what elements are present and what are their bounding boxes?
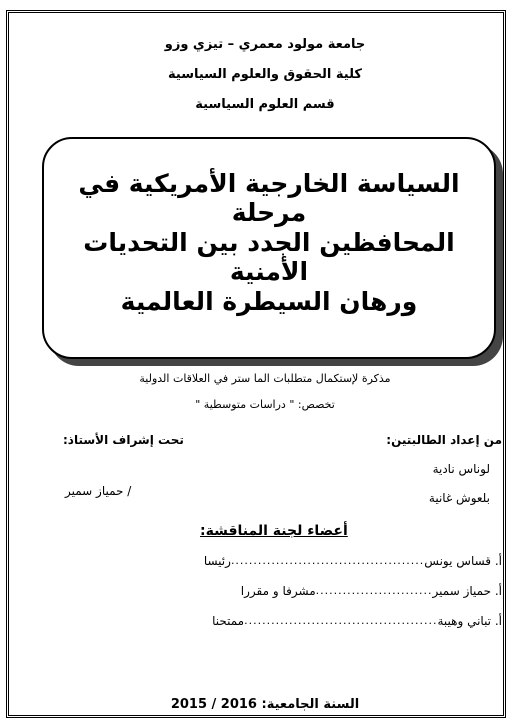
student-name-2: بلعوش غانية xyxy=(428,491,490,505)
committee-title: أعضاء لجنة المناقشة: xyxy=(200,523,348,539)
department-name: قسم العلوم السياسية xyxy=(195,97,335,112)
memo-specialty: تخصص: " دراسات متوسطية " xyxy=(195,398,335,411)
committee-row-1 xyxy=(32,554,502,568)
committee-member-name: أ. حمياز سمير xyxy=(432,584,502,598)
student-name-1: لوناس نادية xyxy=(432,462,490,476)
committee-row-2 xyxy=(32,584,502,598)
committee-dots: ........................................... xyxy=(230,554,425,567)
title-line-1: السياسة الخارجية الأمريكية في مرحلة xyxy=(78,169,460,227)
committee-member-name: أ. قساس يونس xyxy=(424,554,502,568)
title-box xyxy=(42,137,496,359)
faculty-name: كلية الحقوق والعلوم السياسية xyxy=(168,67,362,82)
title-line-2: المحافظين الجدد بين التحديات الأمنية xyxy=(83,228,455,286)
committee-member-name: أ. تباني وهيبة xyxy=(437,614,502,628)
page-border xyxy=(6,10,506,718)
committee-dots: ........................................... xyxy=(244,614,438,627)
committee-member-role: مشرفا و مقررا xyxy=(240,584,316,598)
committee-dots: .......................... xyxy=(315,584,433,597)
students-label: من إعداد الطالبتين: xyxy=(386,433,502,447)
academic-year-value: 2015 / 2016 xyxy=(170,697,257,712)
supervisor-label: تحت إشراف الأستاذ: xyxy=(63,433,184,447)
university-name: جامعة مولود معمري – تيزي وزو xyxy=(164,37,366,52)
committee-member-role: ممتحنا xyxy=(212,614,245,628)
academic-year-label: السنة الجامعية: xyxy=(261,697,360,712)
title-line-3: ورهان السيطرة العالمية xyxy=(120,287,418,316)
committee-row-3 xyxy=(32,614,502,628)
academic-year xyxy=(0,697,530,712)
memo-description: مذكرة لإستكمال متطلبات الما ستر في العلاقات الدولية xyxy=(139,372,391,385)
supervisor-name: / حمياز سمير xyxy=(65,484,132,498)
committee-member-role: رئيسا xyxy=(203,554,231,568)
